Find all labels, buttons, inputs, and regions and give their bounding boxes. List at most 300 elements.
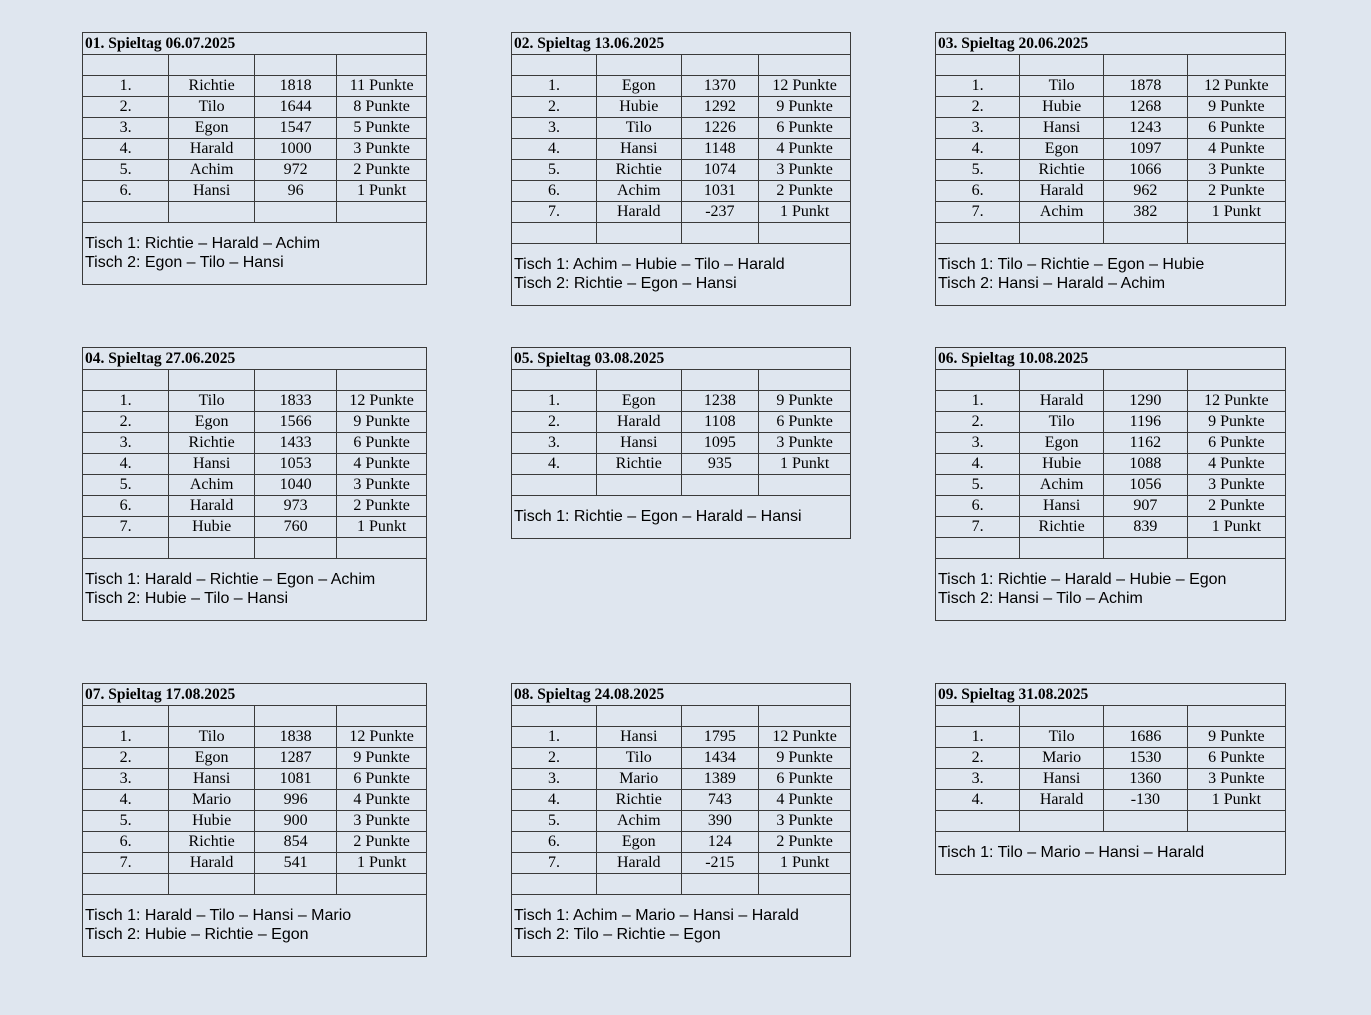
table-assignments (83, 895, 426, 956)
empty-cell (1104, 811, 1188, 832)
empty-row (83, 706, 426, 727)
rank-cell: 1. (83, 76, 169, 97)
score-cell: 935 (681, 454, 759, 475)
points-cell: 3 Punkte (759, 811, 850, 832)
tisch-line: Tisch 1: Richtie – Harald – Achim (85, 235, 321, 252)
player-cell: Richtie (597, 160, 682, 181)
table-row (512, 727, 850, 748)
player-cell: Egon (597, 391, 682, 412)
player-cell: Tilo (169, 97, 255, 118)
table-row (512, 769, 850, 790)
empty-cell (512, 55, 597, 76)
player-cell: Richtie (169, 433, 255, 454)
rank-cell: 2. (83, 412, 169, 433)
table-row (936, 97, 1285, 118)
rank-cell: 2. (512, 412, 597, 433)
empty-cell (936, 223, 1020, 244)
empty-cell (759, 55, 850, 76)
empty-cell (936, 370, 1020, 391)
table-row (512, 97, 850, 118)
points-cell: 9 Punkte (759, 391, 850, 412)
spieltag-title: 06. Spieltag 10.08.2025 (936, 348, 1285, 370)
player-cell: Harald (169, 496, 255, 517)
score-cell: 900 (255, 811, 337, 832)
points-cell: 11 Punkte (337, 76, 426, 97)
empty-cell (169, 538, 255, 559)
table-row (83, 832, 426, 853)
table-row (83, 727, 426, 748)
table-row (936, 748, 1285, 769)
score-cell: 1162 (1104, 433, 1188, 454)
rank-cell: 6. (83, 496, 169, 517)
table-assignments (83, 223, 426, 284)
score-cell: 962 (1104, 181, 1188, 202)
score-cell: 1243 (1104, 118, 1188, 139)
points-cell: 2 Punkte (337, 160, 426, 181)
empty-row (512, 475, 850, 496)
points-cell: 12 Punkte (759, 76, 850, 97)
player-cell: Mario (597, 769, 682, 790)
empty-cell (337, 202, 426, 223)
points-cell: 3 Punkte (337, 139, 426, 160)
spieltag-card (511, 32, 851, 306)
rank-cell: 3. (512, 769, 597, 790)
player-cell: Egon (1020, 433, 1104, 454)
empty-row (936, 370, 1285, 391)
rank-cell: 5. (936, 160, 1020, 181)
points-cell: 5 Punkte (337, 118, 426, 139)
empty-cell (1020, 811, 1104, 832)
score-cell: 1290 (1104, 391, 1188, 412)
score-cell: 1566 (255, 412, 337, 433)
points-cell: 1 Punkt (337, 517, 426, 538)
table-row (936, 160, 1285, 181)
player-cell: Hubie (169, 811, 255, 832)
empty-cell (512, 475, 597, 496)
table-row (512, 811, 850, 832)
score-cell: 1056 (1104, 475, 1188, 496)
rank-cell: 4. (83, 790, 169, 811)
spieltag-card (82, 347, 427, 621)
score-cell: 854 (255, 832, 337, 853)
spieltag-title: 01. Spieltag 06.07.2025 (83, 33, 426, 55)
empty-row (83, 55, 426, 76)
rank-cell: 4. (512, 790, 597, 811)
empty-cell (1187, 706, 1285, 727)
points-cell: 1 Punkt (337, 853, 426, 874)
rank-cell: 2. (83, 748, 169, 769)
points-cell: 2 Punkte (337, 832, 426, 853)
rank-cell: 2. (83, 97, 169, 118)
score-cell: 1040 (255, 475, 337, 496)
table-assignments (936, 244, 1285, 305)
empty-cell (1104, 706, 1188, 727)
empty-cell (83, 202, 169, 223)
table-row (83, 97, 426, 118)
points-cell: 9 Punkte (337, 748, 426, 769)
tisch-line: Tisch 1: Achim – Mario – Hansi – Harald (514, 907, 799, 924)
player-cell: Achim (597, 811, 682, 832)
points-cell: 3 Punkte (759, 160, 850, 181)
score-cell: 907 (1104, 496, 1188, 517)
player-cell: Egon (597, 76, 682, 97)
points-cell: 4 Punkte (1187, 454, 1285, 475)
score-cell: 382 (1104, 202, 1188, 223)
empty-cell (512, 706, 597, 727)
score-cell: 1360 (1104, 769, 1188, 790)
empty-cell (337, 874, 426, 895)
score-cell: 1686 (1104, 727, 1188, 748)
empty-cell (337, 706, 426, 727)
empty-cell (681, 223, 759, 244)
rank-cell: 3. (83, 433, 169, 454)
score-cell: 1389 (681, 769, 759, 790)
table-assignments (512, 895, 850, 956)
rank-cell: 3. (936, 433, 1020, 454)
rank-cell: 4. (512, 139, 597, 160)
table-row (83, 181, 426, 202)
points-cell: 6 Punkte (759, 118, 850, 139)
tisch-line: Tisch 1: Tilo – Richtie – Egon – Hubie (938, 256, 1205, 273)
points-cell: 3 Punkte (1187, 769, 1285, 790)
table-row (512, 790, 850, 811)
empty-cell (512, 874, 597, 895)
points-cell: 6 Punkte (759, 412, 850, 433)
player-cell: Harald (169, 853, 255, 874)
points-cell: 8 Punkte (337, 97, 426, 118)
player-cell: Hansi (1020, 496, 1104, 517)
score-cell: 1031 (681, 181, 759, 202)
points-cell: 3 Punkte (1187, 160, 1285, 181)
points-cell: 12 Punkte (1187, 391, 1285, 412)
score-cell: 1292 (681, 97, 759, 118)
rank-cell: 7. (936, 202, 1020, 223)
rank-cell: 2. (512, 97, 597, 118)
score-cell: 124 (681, 832, 759, 853)
empty-cell (681, 55, 759, 76)
points-cell: 9 Punkte (1187, 727, 1285, 748)
player-cell: Tilo (597, 118, 682, 139)
points-cell: 1 Punkt (759, 853, 850, 874)
table-row (83, 769, 426, 790)
empty-cell (759, 475, 850, 496)
player-cell: Hansi (597, 727, 682, 748)
rank-cell: 2. (936, 97, 1020, 118)
rank-cell: 3. (512, 118, 597, 139)
table-row (83, 412, 426, 433)
score-cell: 1108 (681, 412, 759, 433)
table-row (83, 139, 426, 160)
table-row (936, 475, 1285, 496)
rank-cell: 3. (936, 769, 1020, 790)
score-cell: 1818 (255, 76, 337, 97)
empty-cell (512, 370, 597, 391)
rank-cell: 1. (83, 391, 169, 412)
player-cell: Achim (169, 475, 255, 496)
results-table (512, 370, 850, 496)
table-row (512, 433, 850, 454)
player-cell: Achim (1020, 202, 1104, 223)
empty-cell (681, 874, 759, 895)
player-cell: Harald (1020, 790, 1104, 811)
points-cell: 2 Punkte (759, 181, 850, 202)
empty-cell (169, 706, 255, 727)
rank-cell: 3. (83, 769, 169, 790)
spieltag-title: 09. Spieltag 31.08.2025 (936, 684, 1285, 706)
rank-cell: 6. (936, 496, 1020, 517)
empty-row (83, 202, 426, 223)
score-cell: -237 (681, 202, 759, 223)
points-cell: 4 Punkte (337, 454, 426, 475)
empty-cell (83, 538, 169, 559)
table-row (83, 475, 426, 496)
player-cell: Harald (597, 853, 682, 874)
points-cell: 2 Punkte (1187, 496, 1285, 517)
score-cell: 1226 (681, 118, 759, 139)
rank-cell: 7. (936, 517, 1020, 538)
spieltag-card (935, 32, 1286, 306)
player-cell: Hubie (1020, 97, 1104, 118)
rank-cell: 7. (512, 202, 597, 223)
player-cell: Hansi (1020, 118, 1104, 139)
table-assignments (936, 832, 1285, 874)
player-cell: Tilo (1020, 727, 1104, 748)
table-row (936, 496, 1285, 517)
rank-cell: 4. (936, 454, 1020, 475)
empty-cell (1020, 370, 1104, 391)
score-cell: 96 (255, 181, 337, 202)
score-cell: 1238 (681, 391, 759, 412)
rank-cell: 7. (512, 853, 597, 874)
empty-cell (255, 538, 337, 559)
points-cell: 9 Punkte (1187, 97, 1285, 118)
player-cell: Tilo (1020, 412, 1104, 433)
rank-cell: 6. (512, 181, 597, 202)
table-row (512, 139, 850, 160)
empty-cell (83, 874, 169, 895)
empty-cell (1104, 370, 1188, 391)
results-table (936, 370, 1285, 559)
table-row (83, 496, 426, 517)
score-cell: 760 (255, 517, 337, 538)
points-cell: 4 Punkte (759, 790, 850, 811)
spieltag-card (82, 32, 427, 285)
empty-cell (681, 706, 759, 727)
empty-cell (1104, 538, 1188, 559)
points-cell: 3 Punkte (1187, 475, 1285, 496)
table-row (512, 391, 850, 412)
empty-cell (1187, 370, 1285, 391)
table-assignments (512, 496, 850, 538)
empty-row (512, 874, 850, 895)
table-row (512, 412, 850, 433)
points-cell: 6 Punkte (337, 433, 426, 454)
player-cell: Hubie (597, 97, 682, 118)
points-cell: 9 Punkte (1187, 412, 1285, 433)
table-row (936, 433, 1285, 454)
empty-cell (1104, 55, 1188, 76)
tisch-line: Tisch 1: Richtie – Harald – Hubie – Egon (938, 571, 1227, 588)
rank-cell: 3. (936, 118, 1020, 139)
score-cell: 1053 (255, 454, 337, 475)
empty-cell (597, 370, 682, 391)
score-cell: 1081 (255, 769, 337, 790)
score-cell: 1268 (1104, 97, 1188, 118)
tisch-line: Tisch 2: Tilo – Richtie – Egon (514, 926, 721, 943)
spieltag-card (82, 683, 427, 957)
results-table (83, 55, 426, 223)
player-cell: Tilo (169, 727, 255, 748)
tisch-line: Tisch 2: Hansi – Harald – Achim (938, 275, 1166, 292)
table-row (83, 517, 426, 538)
player-cell: Harald (597, 202, 682, 223)
empty-cell (512, 223, 597, 244)
spieltag-title: 02. Spieltag 13.06.2025 (512, 33, 850, 55)
empty-cell (169, 370, 255, 391)
player-cell: Egon (169, 412, 255, 433)
table-row (936, 769, 1285, 790)
points-cell: 2 Punkte (1187, 181, 1285, 202)
points-cell: 1 Punkt (1187, 517, 1285, 538)
score-cell: 1547 (255, 118, 337, 139)
points-cell: 6 Punkte (337, 769, 426, 790)
empty-row (512, 706, 850, 727)
points-cell: 12 Punkte (337, 727, 426, 748)
table-row (512, 748, 850, 769)
rank-cell: 5. (83, 475, 169, 496)
empty-cell (83, 706, 169, 727)
table-assignments (936, 559, 1285, 620)
tisch-line: Tisch 1: Tilo – Mario – Hansi – Harald (938, 844, 1205, 861)
empty-cell (255, 874, 337, 895)
empty-cell (83, 55, 169, 76)
table-assignments (512, 244, 850, 305)
empty-cell (597, 223, 682, 244)
score-cell: 390 (681, 811, 759, 832)
rank-cell: 2. (936, 748, 1020, 769)
points-cell: 9 Punkte (337, 412, 426, 433)
points-cell: 9 Punkte (759, 97, 850, 118)
spieltag-title: 03. Spieltag 20.06.2025 (936, 33, 1285, 55)
player-cell: Achim (1020, 475, 1104, 496)
table-row (512, 853, 850, 874)
table-row (512, 181, 850, 202)
rank-cell: 4. (83, 139, 169, 160)
results-table (936, 55, 1285, 244)
player-cell: Harald (1020, 181, 1104, 202)
player-cell: Hansi (169, 454, 255, 475)
score-cell: 1644 (255, 97, 337, 118)
table-row (83, 811, 426, 832)
points-cell: 1 Punkt (759, 202, 850, 223)
empty-cell (255, 706, 337, 727)
empty-cell (936, 706, 1020, 727)
score-cell: 743 (681, 790, 759, 811)
score-cell: 1074 (681, 160, 759, 181)
score-cell: 1833 (255, 391, 337, 412)
score-cell: 1795 (681, 727, 759, 748)
points-cell: 6 Punkte (1187, 118, 1285, 139)
tisch-line: Tisch 2: Hubie – Tilo – Hansi (85, 590, 289, 607)
score-cell: 1066 (1104, 160, 1188, 181)
points-cell: 6 Punkte (759, 769, 850, 790)
player-cell: Hansi (169, 181, 255, 202)
rank-cell: 7. (83, 853, 169, 874)
table-row (83, 790, 426, 811)
table-row (936, 412, 1285, 433)
player-cell: Mario (169, 790, 255, 811)
empty-row (936, 223, 1285, 244)
player-cell: Egon (1020, 139, 1104, 160)
score-cell: 972 (255, 160, 337, 181)
player-cell: Achim (597, 181, 682, 202)
rank-cell: 5. (83, 811, 169, 832)
table-row (936, 76, 1285, 97)
table-row (83, 454, 426, 475)
points-cell: 1 Punkt (759, 454, 850, 475)
rank-cell: 1. (83, 727, 169, 748)
empty-cell (1020, 538, 1104, 559)
empty-row (83, 370, 426, 391)
empty-cell (597, 874, 682, 895)
score-cell: 1287 (255, 748, 337, 769)
points-cell: 4 Punkte (337, 790, 426, 811)
rank-cell: 3. (83, 118, 169, 139)
rank-cell: 6. (936, 181, 1020, 202)
points-cell: 4 Punkte (759, 139, 850, 160)
rank-cell: 2. (512, 748, 597, 769)
points-cell: 3 Punkte (337, 811, 426, 832)
empty-cell (1104, 223, 1188, 244)
empty-cell (759, 874, 850, 895)
score-cell: 973 (255, 496, 337, 517)
rank-cell: 5. (83, 160, 169, 181)
rank-cell: 2. (936, 412, 1020, 433)
table-row (936, 139, 1285, 160)
player-cell: Achim (169, 160, 255, 181)
empty-row (936, 706, 1285, 727)
tisch-line: Tisch 1: Achim – Hubie – Tilo – Harald (514, 256, 785, 273)
points-cell: 12 Punkte (759, 727, 850, 748)
player-cell: Richtie (1020, 160, 1104, 181)
empty-cell (597, 55, 682, 76)
empty-cell (337, 538, 426, 559)
player-cell: Richtie (597, 790, 682, 811)
table-row (83, 118, 426, 139)
rank-cell: 1. (512, 727, 597, 748)
rank-cell: 4. (936, 790, 1020, 811)
table-row (512, 454, 850, 475)
player-cell: Hubie (169, 517, 255, 538)
spieltag-card (935, 683, 1286, 875)
player-cell: Harald (597, 412, 682, 433)
points-cell: 12 Punkte (337, 391, 426, 412)
empty-row (936, 811, 1285, 832)
points-cell: 6 Punkte (1187, 748, 1285, 769)
rank-cell: 1. (936, 727, 1020, 748)
score-cell: 1530 (1104, 748, 1188, 769)
table-assignments (83, 559, 426, 620)
points-cell: 6 Punkte (1187, 433, 1285, 454)
rank-cell: 3. (512, 433, 597, 454)
empty-cell (1187, 55, 1285, 76)
player-cell: Egon (169, 118, 255, 139)
empty-cell (759, 706, 850, 727)
empty-cell (337, 370, 426, 391)
table-row (83, 160, 426, 181)
points-cell: 1 Punkt (1187, 202, 1285, 223)
tisch-line: Tisch 1: Harald – Richtie – Egon – Achim (85, 571, 376, 588)
